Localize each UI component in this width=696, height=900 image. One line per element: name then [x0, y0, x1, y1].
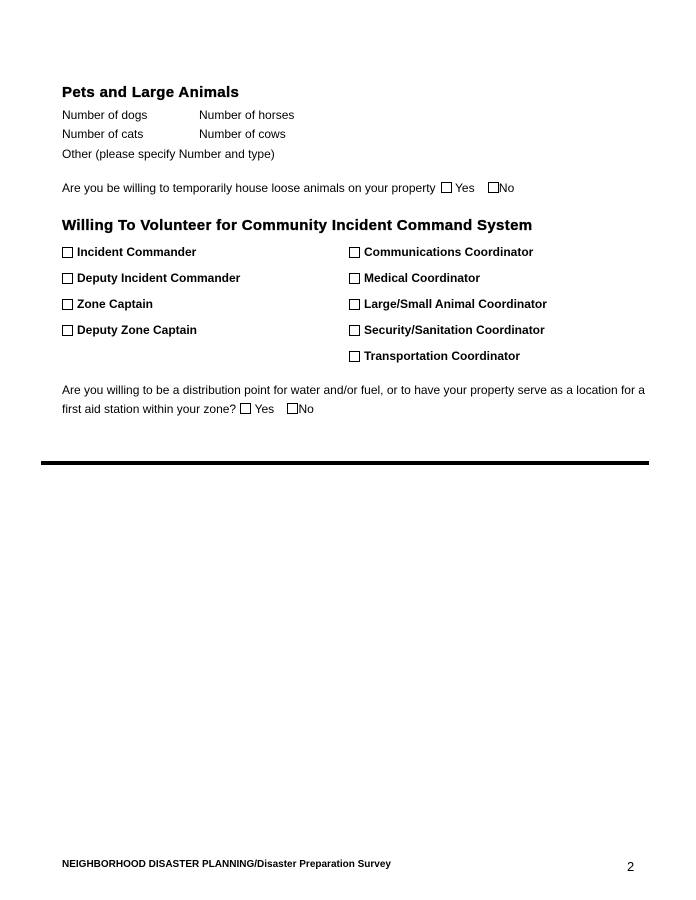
option-transportation-coordinator[interactable]: [349, 349, 520, 363]
house-animals-no-label: No: [498, 181, 515, 195]
distribution-question-text: first aid station within your zone?: [62, 402, 237, 416]
other-animals-field-label: Other (please specify Number and type): [62, 147, 275, 161]
distribution-yes-checkbox[interactable]: [240, 403, 251, 414]
option-label: Transportation Coordinator: [364, 349, 520, 363]
distribution-no-label: No: [298, 402, 314, 416]
option-security-sanitation-coordinator[interactable]: [349, 323, 545, 337]
option-zone-captain[interactable]: [62, 297, 153, 311]
section-divider: [41, 461, 649, 465]
pets-section-heading: Pets and Large Animals: [62, 84, 240, 101]
volunteer-section-heading: Willing To Volunteer for Community Incident Command System: [62, 217, 533, 234]
footer-title: NEIGHBORHOOD DISASTER PLANNING/Disaster Preparation Survey: [62, 859, 391, 870]
checkbox[interactable]: [62, 325, 73, 336]
option-animal-coordinator[interactable]: [349, 297, 547, 311]
house-animals-question-text: Are you be willing to temporarily house loose animals on your property: [62, 181, 436, 195]
option-label: Security/Sanitation Coordinator: [364, 323, 545, 337]
distribution-yes-label: Yes: [254, 402, 275, 416]
distribution-question-line2: [62, 402, 314, 416]
checkbox[interactable]: [62, 299, 73, 310]
option-label: Incident Commander: [77, 245, 197, 259]
checkbox[interactable]: [62, 247, 73, 258]
checkbox[interactable]: [349, 325, 360, 336]
horses-field-label: Number of horses: [199, 108, 295, 122]
distribution-question-line1: Are you willing to be a distribution point for water and/or fuel, or to have your property serve as a location for a: [62, 383, 645, 397]
option-label: Medical Coordinator: [364, 271, 481, 285]
option-label: Large/Small Animal Coordinator: [364, 297, 547, 311]
checkbox[interactable]: [62, 273, 73, 284]
checkbox[interactable]: [349, 247, 360, 258]
option-incident-commander[interactable]: [62, 245, 196, 259]
checkbox[interactable]: [349, 351, 360, 362]
option-label: Deputy Zone Captain: [77, 323, 198, 337]
option-label: Communications Coordinator: [364, 245, 534, 259]
option-communications-coordinator[interactable]: [349, 245, 533, 259]
option-label: Deputy Incident Commander: [77, 271, 241, 285]
option-label: Zone Captain: [77, 297, 154, 311]
dogs-field-label: Number of dogs: [62, 108, 148, 122]
house-animals-yes-checkbox[interactable]: [441, 182, 452, 193]
checkbox[interactable]: [349, 299, 360, 310]
option-deputy-incident-commander[interactable]: [62, 271, 240, 285]
house-animals-question: [62, 181, 514, 195]
option-deputy-zone-captain[interactable]: [62, 323, 197, 337]
house-animals-no-checkbox[interactable]: [488, 182, 499, 193]
house-animals-yes-label: Yes: [455, 181, 475, 195]
cows-field-label: Number of cows: [199, 127, 286, 141]
option-medical-coordinator[interactable]: [349, 271, 480, 285]
cats-field-label: Number of cats: [62, 127, 144, 141]
page-number: 2: [627, 859, 635, 874]
distribution-no-checkbox[interactable]: [287, 403, 298, 414]
checkbox[interactable]: [349, 273, 360, 284]
